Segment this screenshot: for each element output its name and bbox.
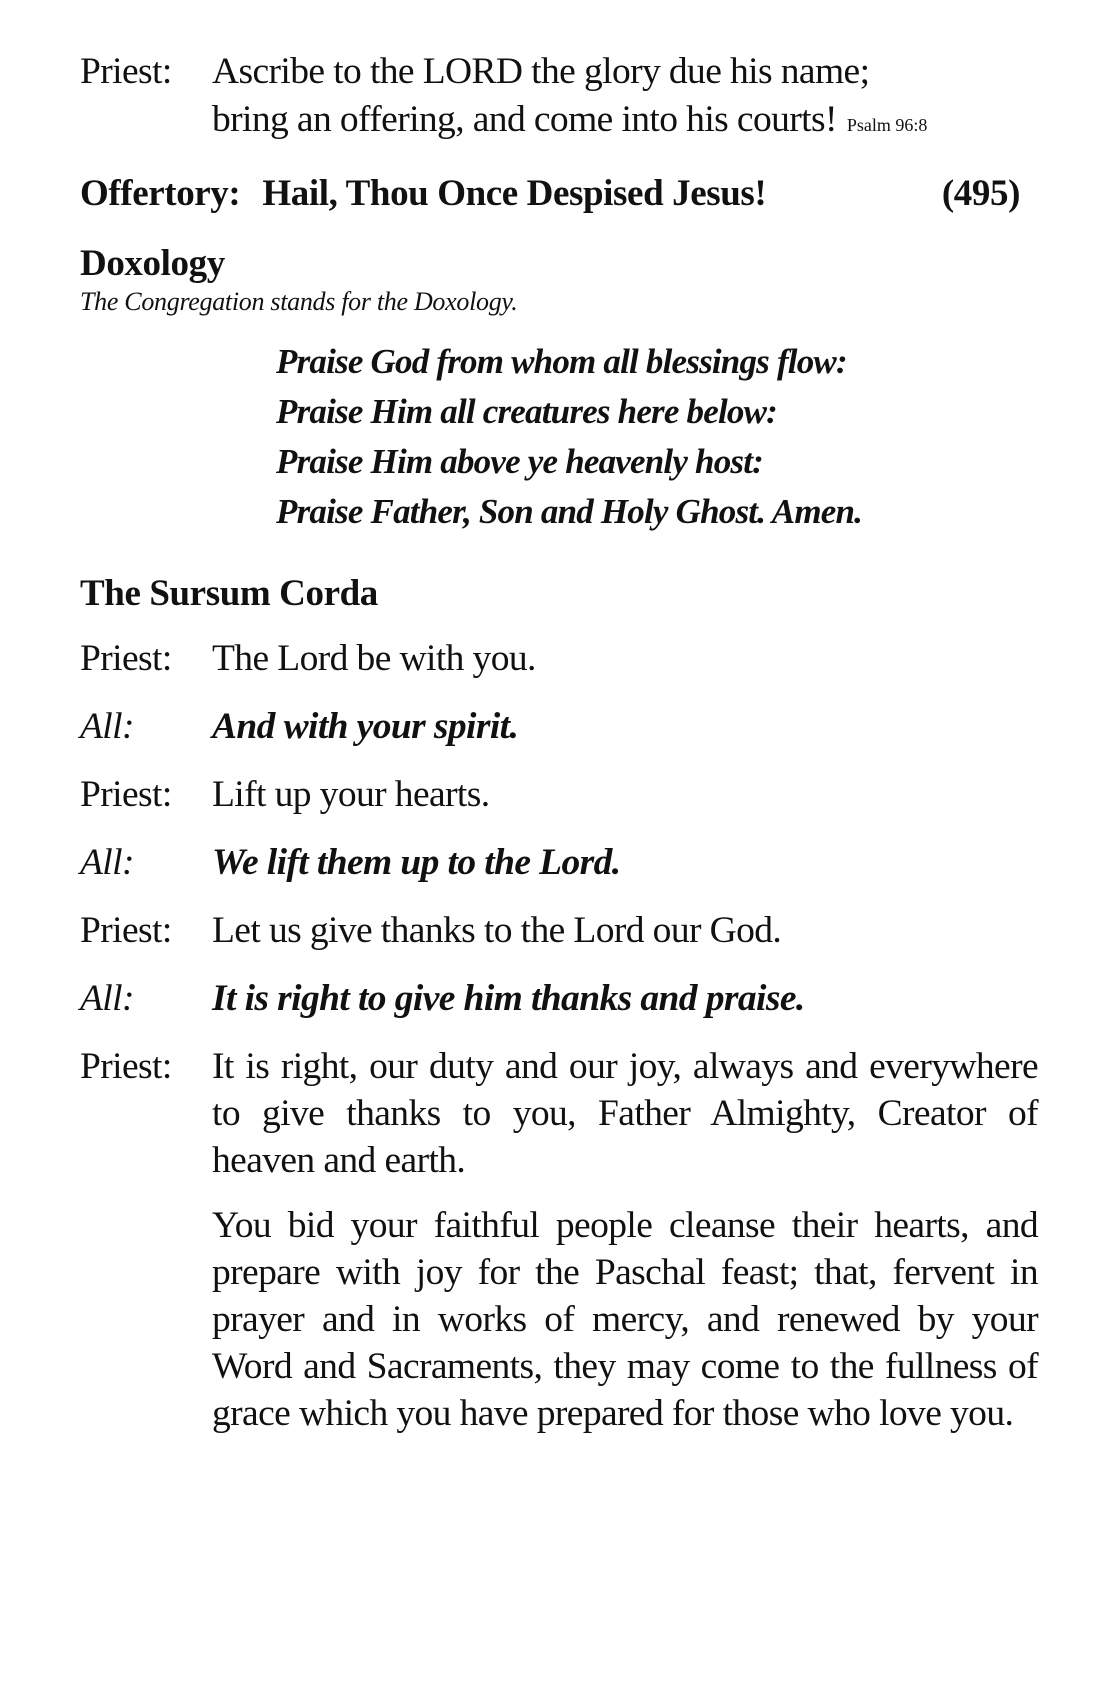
speaker-label: All: (80, 978, 134, 1019)
exchange-all (80, 703, 1030, 751)
verse-text (212, 48, 1030, 149)
speaker-label: Priest: (80, 1046, 172, 1087)
doxology-rubric: The Congregation stands for the Doxology. (80, 287, 518, 316)
verse-line-2-text: bring an offering, and come into his courts! (212, 99, 837, 140)
preface-paragraph-2: You bid your faithful people cleanse their hearts, and prepare with joy for the Paschal feast; that, fervent in prayer and in works of mercy, and renewed by your Word and Sacraments, they may come to the fullness of grace which you have prepared for those who love you. (212, 1205, 1038, 1434)
exchange-text: We lift them up to the Lord. (212, 842, 621, 883)
offertory-label: Offertory: (80, 173, 241, 214)
preface-paragraph-1: It is right, our duty and our joy, always and everywhere to give thanks to you, Father Almighty, Creator of heaven and earth. (212, 1046, 1038, 1181)
exchange-text: Lift up your hearts. (212, 774, 490, 815)
speaker-label: All: (80, 706, 134, 747)
verse-line-1: Ascribe to the LORD the glory due his name; (212, 51, 870, 92)
exchange-text: It is right to give him thanks and praise. (212, 978, 805, 1019)
speaker-label: Priest: (80, 910, 172, 951)
exchange-priest (80, 771, 1030, 819)
verse-line-2 (212, 96, 1030, 149)
exchange-priest (80, 635, 1030, 683)
doxology-heading: Doxology (80, 243, 225, 284)
speaker-label: Priest: (80, 774, 172, 815)
doxology-line: Praise God from whom all blessings flow: (276, 342, 847, 381)
speaker-label: All: (80, 842, 134, 883)
exchange-all (80, 839, 1030, 887)
doxology-line: Praise Him above ye heavenly host: (276, 442, 763, 481)
doxology-line: Praise Father, Son and Holy Ghost. Amen. (276, 492, 863, 531)
offertory-hymn-title: Hail, Thou Once Despised Jesus! (262, 173, 767, 214)
exchange-text: And with your spirit. (212, 706, 519, 747)
liturgy-page (80, 48, 1038, 1437)
preface (80, 1043, 1038, 1437)
speaker-label: Priest: (80, 51, 172, 92)
intro-verse (80, 48, 1030, 149)
exchange-all (80, 975, 1030, 1023)
offertory-hymn-number: (495) (941, 173, 1020, 214)
speaker-label: Priest: (80, 638, 172, 679)
exchange-priest (80, 907, 1030, 955)
doxology-verse (276, 337, 1030, 537)
sursum-corda-heading: The Sursum Corda (80, 573, 378, 614)
preface-text (212, 1043, 1038, 1437)
doxology-line: Praise Him all creatures here below: (276, 392, 778, 431)
offertory-heading (80, 171, 1020, 217)
exchange-text: Let us give thanks to the Lord our God. (212, 910, 782, 951)
psalm-citation: Psalm 96:8 (846, 115, 928, 135)
exchange-text: The Lord be with you. (212, 638, 536, 679)
